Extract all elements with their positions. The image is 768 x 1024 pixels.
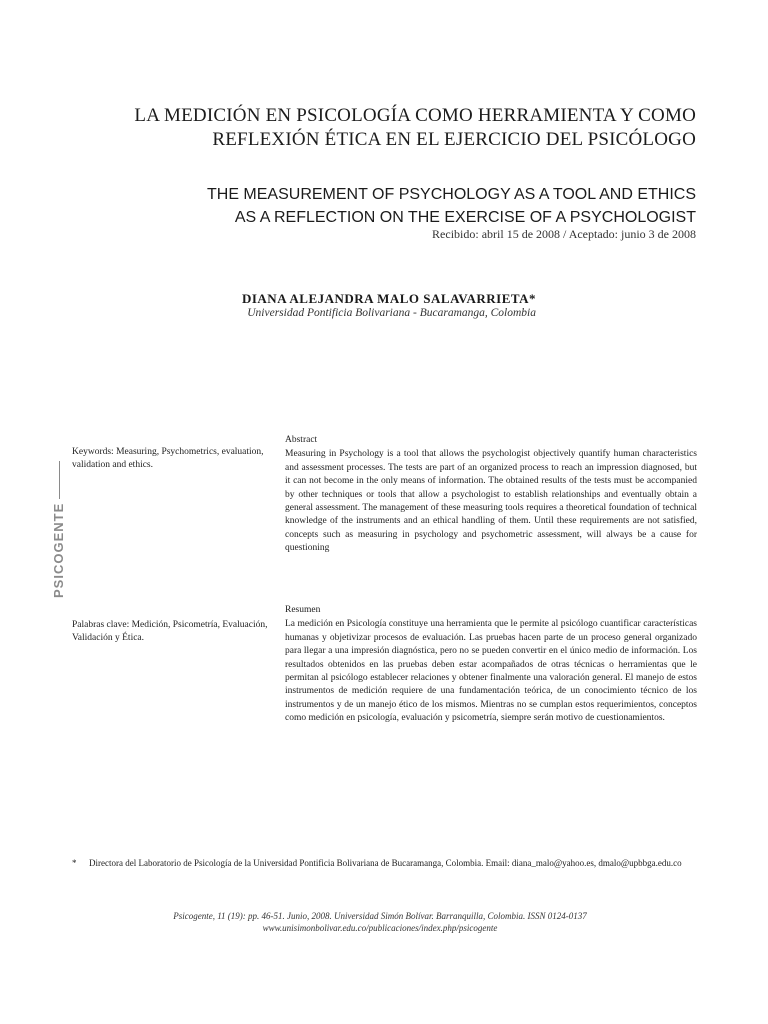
keywords-spanish: Palabras clave: Medición, Psicometría, Evaluación, Validación y Ética. [72,620,268,643]
received-accepted-dates: Recibido: abril 15 de 2008 / Aceptado: junio 3 de 2008 [432,227,696,241]
keywords-english: Keywords: Measuring, Psychometrics, evaluation, validation and ethics. [72,447,264,470]
resumen-heading: Resumen [285,605,321,615]
resumen-text: La medición en Psicología constituye una herramienta que le permite al psicólogo cuantificar características humanas y objetivizar procesos de evaluación. Las pruebas hacen parte de un proceso general organizado para llegar a una impresión diagnóstica, pero no se pueden convertir en el único medio de información. Los resultados obtenidos en las pruebas deben estar acompañados de otras técnicas o herramientas que le permitan al psicólogo establecer relaciones y obtener finalmente una valoración general. El manejo de estos instrumentos de medición requiere de una fundamentación teórica, de un conocimiento técnico de los instrumentos y de un manejo ético de los mismos. Mientras no se cumplan estos requerimientos, conceptos como medición en psicología, evaluación y psicometría, siempre serán motivo de cuestionamientos. [285,619,697,724]
title-english-line-1: THE MEASUREMENT OF PSYCHOLOGY AS A TOOL AND ETHICS [206,186,696,203]
title-english-line-2: AS A REFLECTION ON THE EXERCISE OF A PSYCHOLOGIST [234,209,696,226]
title-spanish-line-2: REFLEXIÓN ÉTICA EN EL EJERCICIO DEL PSICÓLOGO [212,129,696,150]
abstract-text: Measuring in Psychology is a tool that allows the psychologist objectively quantify human characteristics and assessment processes. The tests are part of an organized process to reach an impression diagnosed, but it can not become in the only means of information. The obtained results of the tests must be accompanied by other techniques or tools that allow a psychologist to establish relationships and eventually obtain a general assessment. The management of these measuring tools requires a theoretical foundation of technical knowledge of the instruments and an ethical handling of them. Until these requirements are not satisfied, concepts such as measuring in psychology and psychometric assessment, will always be a cause for questioning [285,449,697,554]
journal-side-brand [51,461,66,598]
title-spanish-line-1: LA MEDICIÓN EN PSICOLOGÍA COMO HERRAMIENTA Y COMO [134,105,696,126]
title-spanish [40,104,696,152]
citation-url[interactable]: www.unisimonbolivar.edu.co/publicaciones/index.php/psicogente [262,923,498,933]
journal-citation [120,910,640,934]
abstract-heading: Abstract [285,435,318,445]
resumen-section [285,604,697,726]
brand-rule [59,461,60,499]
journal-side-brand-text: PSICOGENTE [51,502,66,598]
author-footnote [72,857,696,869]
title-english [40,183,696,229]
citation-line-1: Psicogente, 11 (19): pp. 46-51. Junio, 2008. Universidad Simón Bolívar. Barranquilla, Colombia. ISSN 0124-0137 [173,911,587,921]
abstract-section [285,434,697,556]
author-name: DIANA ALEJANDRA MALO SALAVARRIETA* [241,291,536,306]
author-affiliation: Universidad Pontificia Bolivariana - Bucaramanga, Colombia [247,307,536,319]
footnote-text: Directora del Laboratorio de Psicología de la Universidad Pontificia Bolivariana de Bucaramanga, Colombia. Email: diana_malo@yahoo.es, dmalo@upbbga.edu.co [89,858,682,868]
footnote-mark: * [72,858,77,868]
